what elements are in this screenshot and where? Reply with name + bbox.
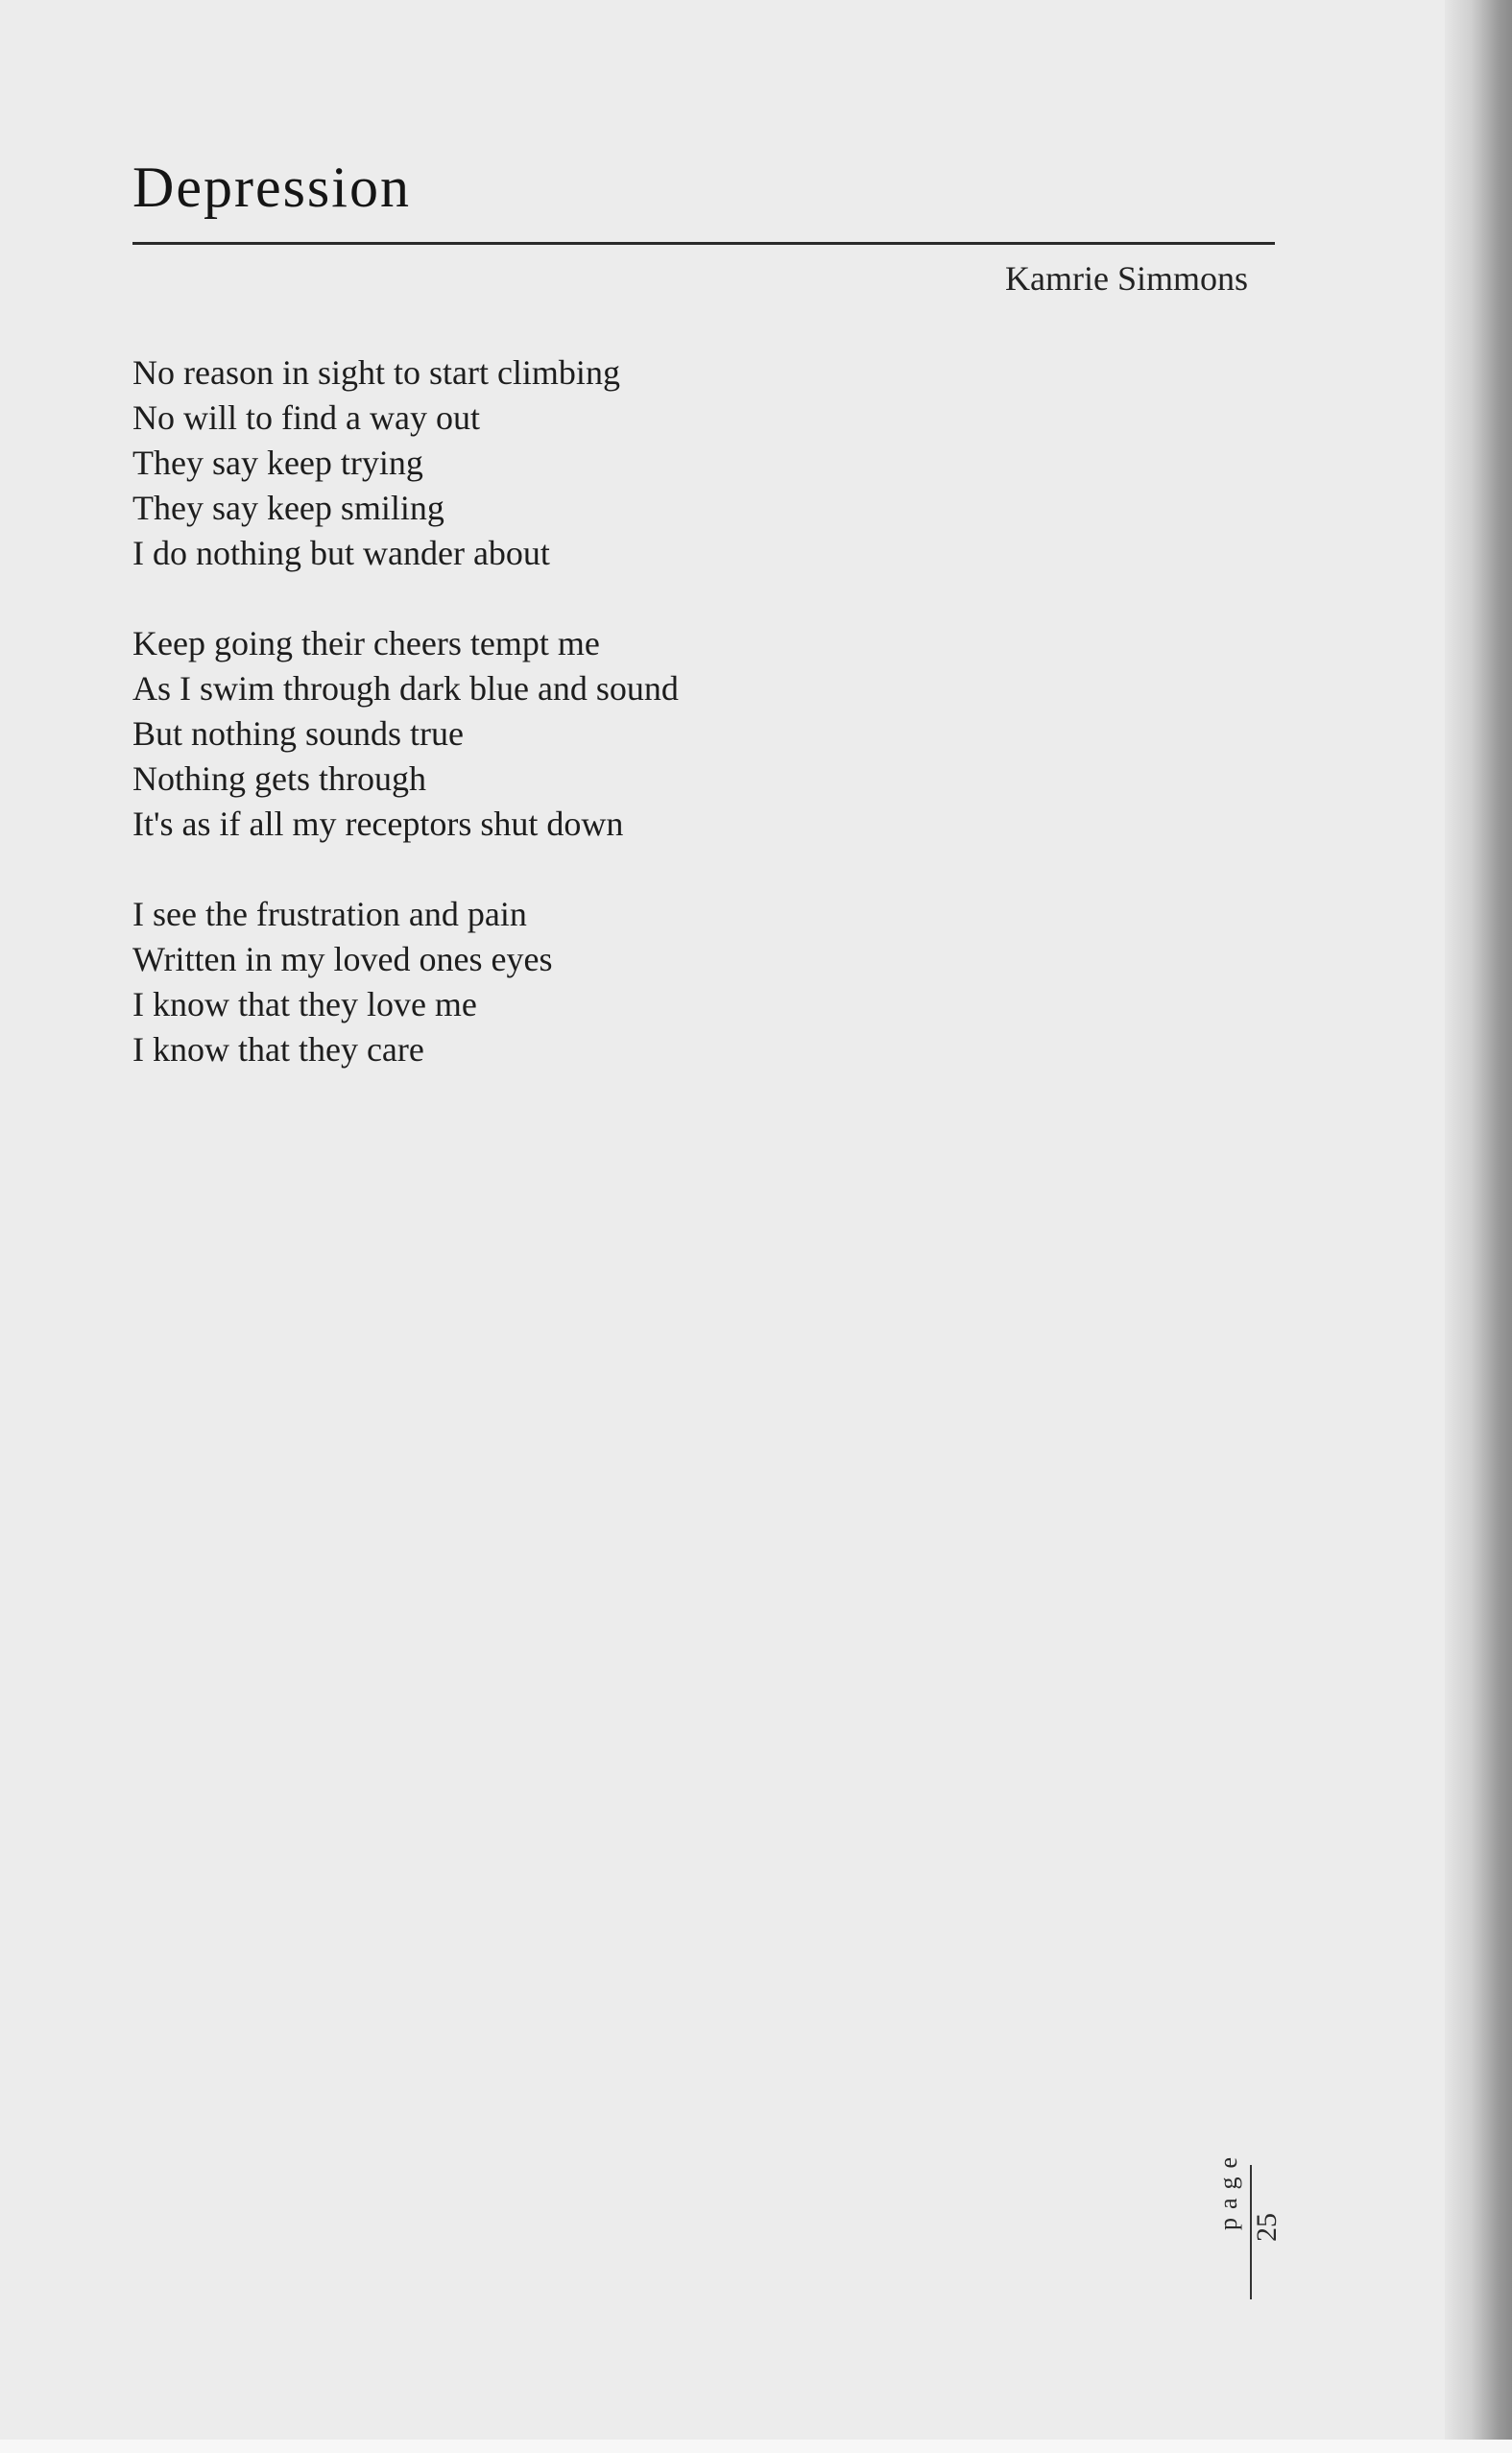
poem-line: I know that they care	[132, 1030, 424, 1069]
poem-line: They say keep smiling	[132, 489, 444, 527]
stanza	[132, 621, 996, 847]
poem-line: I see the frustration and pain	[132, 895, 527, 933]
poem-line: They say keep trying	[132, 444, 423, 482]
page-bottom-edge	[0, 2440, 1512, 2453]
poem-line: No will to find a way out	[132, 398, 480, 437]
poem-header	[132, 156, 1275, 219]
binding-shadow	[1445, 0, 1512, 2453]
poem-line: No reason in sight to start climbing	[132, 353, 620, 392]
page-number: 25	[1251, 2213, 1283, 2242]
poem-line: It's as if all my receptors shut down	[132, 805, 624, 843]
poem-line: As I swim through dark blue and sound	[132, 669, 679, 708]
poem-title: Depression	[132, 156, 411, 219]
poem-line: I know that they love me	[132, 985, 477, 1023]
poem-line: Nothing gets through	[132, 759, 426, 798]
stanza	[132, 350, 996, 576]
title-rule	[132, 242, 1275, 245]
page-footer	[1214, 2148, 1291, 2299]
stanza	[132, 892, 996, 1072]
poem-line: Keep going their cheers tempt me	[132, 624, 600, 662]
poem-body	[132, 350, 996, 1118]
page-label: page	[1214, 2148, 1242, 2230]
poem-line: I do nothing but wander about	[132, 534, 550, 572]
poem-author: Kamrie Simmons	[1005, 259, 1248, 298]
poem-line: Written in my loved ones eyes	[132, 940, 553, 978]
poem-line: But nothing sounds true	[132, 714, 465, 753]
